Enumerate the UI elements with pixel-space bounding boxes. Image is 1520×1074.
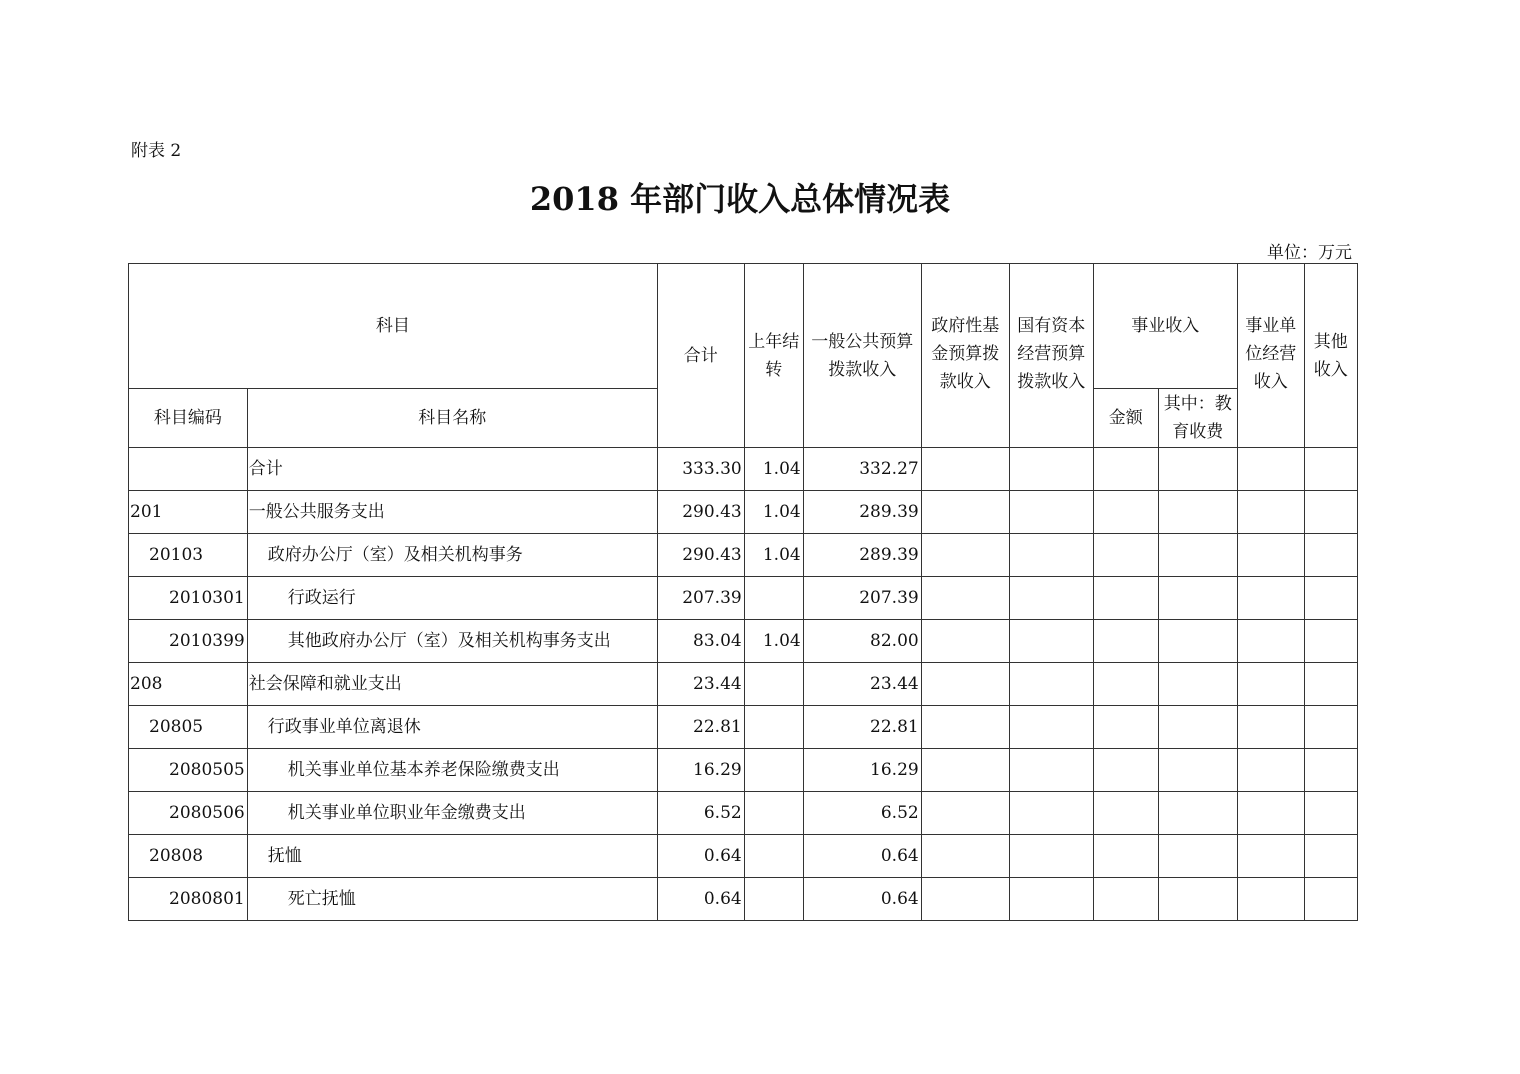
subject-code: 20805 [129,706,248,749]
gov-fund-cell [921,620,1009,663]
total-cell: 333.30 [657,448,744,491]
carryover-cell [744,577,803,620]
total-cell: 23.44 [657,663,744,706]
subject-name-header: 科目名称 [247,389,657,448]
unit-operating-cell [1237,448,1304,491]
subject-code: 2010301 [129,577,248,620]
other-income-cell [1304,792,1357,835]
table-row [129,878,1358,921]
edu-fee-cell [1158,577,1237,620]
state-capital-cell [1009,491,1093,534]
total-cell: 290.43 [657,534,744,577]
subject-name: 一般公共服务支出 [247,491,657,534]
attachment-label: 附表 2 [131,141,182,161]
gov-fund-cell [921,706,1009,749]
edu-fee-cell [1158,878,1237,921]
other-income-cell [1304,706,1357,749]
unit-operating-cell [1237,620,1304,663]
other-income-cell [1304,448,1357,491]
subject-header: 科目 [129,264,658,389]
gov-fund-cell [921,792,1009,835]
carryover-header: 上年结转 [744,264,803,448]
edu-fee-cell [1158,491,1237,534]
table-row [129,577,1358,620]
carryover-cell: 1.04 [744,620,803,663]
total-cell: 290.43 [657,491,744,534]
unit-operating-cell [1237,577,1304,620]
unit-operating-cell [1237,749,1304,792]
edu-fee-cell [1158,749,1237,792]
other-income-cell [1304,620,1357,663]
state-capital-cell [1009,749,1093,792]
header-row-1 [129,264,1358,389]
edu-fee-cell [1158,448,1237,491]
state-capital-cell [1009,792,1093,835]
state-capital-cell [1009,534,1093,577]
subject-name: 机关事业单位基本养老保险缴费支出 [247,749,657,792]
general-cell: 82.00 [803,620,921,663]
edu-fee-cell [1158,534,1237,577]
general-cell: 0.64 [803,878,921,921]
subject-code: 20103 [129,534,248,577]
carryover-cell [744,878,803,921]
subject-name: 行政运行 [247,577,657,620]
other-income-cell [1304,534,1357,577]
unit-label: 单位：万元 [1267,243,1352,263]
business-amount-cell [1093,448,1158,491]
state-capital-header: 国有资本经营预算拨款收入 [1009,264,1093,448]
unit-operating-cell [1237,792,1304,835]
general-cell: 332.27 [803,448,921,491]
subject-name: 抚恤 [247,835,657,878]
business-amount-cell [1093,534,1158,577]
carryover-cell [744,835,803,878]
other-income-cell [1304,491,1357,534]
subject-code: 208 [129,663,248,706]
subject-code-header: 科目编码 [129,389,248,448]
page-title: 2018 年部门收入总体情况表 [529,180,951,218]
edu-fee-cell [1158,663,1237,706]
gov-fund-cell [921,835,1009,878]
gov-fund-cell [921,491,1009,534]
gov-fund-cell [921,749,1009,792]
subject-code: 20808 [129,835,248,878]
business-amount-cell [1093,706,1158,749]
business-amount-cell [1093,663,1158,706]
total-cell: 207.39 [657,577,744,620]
other-income-cell [1304,663,1357,706]
general-budget-header: 一般公共预算拨款收入 [803,264,921,448]
other-income-cell [1304,878,1357,921]
edu-fee-cell [1158,620,1237,663]
business-amount-header: 金额 [1093,389,1158,448]
other-income-header: 其他收入 [1304,264,1357,448]
total-cell: 22.81 [657,706,744,749]
carryover-cell [744,749,803,792]
subject-name: 其他政府办公厅（室）及相关机构事务支出 [247,620,657,663]
edu-fee-cell [1158,706,1237,749]
table-row [129,534,1358,577]
subject-code: 201 [129,491,248,534]
general-cell: 16.29 [803,749,921,792]
table-row [129,749,1358,792]
general-cell: 23.44 [803,663,921,706]
general-cell: 22.81 [803,706,921,749]
other-income-cell [1304,835,1357,878]
unit-operating-cell [1237,491,1304,534]
total-cell: 0.64 [657,835,744,878]
subject-code: 2080506 [129,792,248,835]
subject-code [129,448,248,491]
state-capital-cell [1009,878,1093,921]
general-cell: 289.39 [803,491,921,534]
carryover-cell: 1.04 [744,491,803,534]
business-amount-cell [1093,792,1158,835]
gov-fund-cell [921,448,1009,491]
edu-fee-header: 其中：教育收费 [1158,389,1237,448]
unit-operating-cell [1237,663,1304,706]
general-cell: 0.64 [803,835,921,878]
business-amount-cell [1093,878,1158,921]
total-cell: 0.64 [657,878,744,921]
table-row [129,663,1358,706]
gov-fund-cell [921,534,1009,577]
total-cell: 16.29 [657,749,744,792]
subject-code: 2080801 [129,878,248,921]
unit-operating-header: 事业单位经营收入 [1237,264,1304,448]
business-amount-cell [1093,835,1158,878]
state-capital-cell [1009,706,1093,749]
state-capital-cell [1009,620,1093,663]
table-row [129,792,1358,835]
subject-code: 2080505 [129,749,248,792]
business-amount-cell [1093,749,1158,792]
carryover-cell: 1.04 [744,534,803,577]
carryover-cell [744,663,803,706]
general-cell: 6.52 [803,792,921,835]
table-row [129,491,1358,534]
edu-fee-cell [1158,792,1237,835]
carryover-cell: 1.04 [744,448,803,491]
table-row [129,620,1358,663]
general-cell: 207.39 [803,577,921,620]
total-cell: 6.52 [657,792,744,835]
subject-name: 死亡抚恤 [247,878,657,921]
unit-operating-cell [1237,835,1304,878]
subject-name: 机关事业单位职业年金缴费支出 [247,792,657,835]
gov-fund-cell [921,663,1009,706]
unit-operating-cell [1237,878,1304,921]
gov-fund-cell [921,577,1009,620]
gov-fund-cell [921,878,1009,921]
total-header: 合计 [657,264,744,448]
unit-operating-cell [1237,534,1304,577]
unit-operating-cell [1237,706,1304,749]
other-income-cell [1304,749,1357,792]
table-row [129,448,1358,491]
table-row [129,835,1358,878]
table-row [129,706,1358,749]
other-income-cell [1304,577,1357,620]
subject-name: 社会保障和就业支出 [247,663,657,706]
subject-name: 行政事业单位离退休 [247,706,657,749]
state-capital-cell [1009,448,1093,491]
business-amount-cell [1093,577,1158,620]
carryover-cell [744,792,803,835]
business-amount-cell [1093,620,1158,663]
subject-name: 政府办公厅（室）及相关机构事务 [247,534,657,577]
subject-code: 2010399 [129,620,248,663]
business-income-header: 事业收入 [1093,264,1237,389]
state-capital-cell [1009,663,1093,706]
state-capital-cell [1009,577,1093,620]
general-cell: 289.39 [803,534,921,577]
subject-name: 合计 [247,448,657,491]
business-amount-cell [1093,491,1158,534]
gov-fund-header: 政府性基金预算拨款收入 [921,264,1009,448]
edu-fee-cell [1158,835,1237,878]
total-cell: 83.04 [657,620,744,663]
carryover-cell [744,706,803,749]
state-capital-cell [1009,835,1093,878]
income-table [128,263,1358,921]
